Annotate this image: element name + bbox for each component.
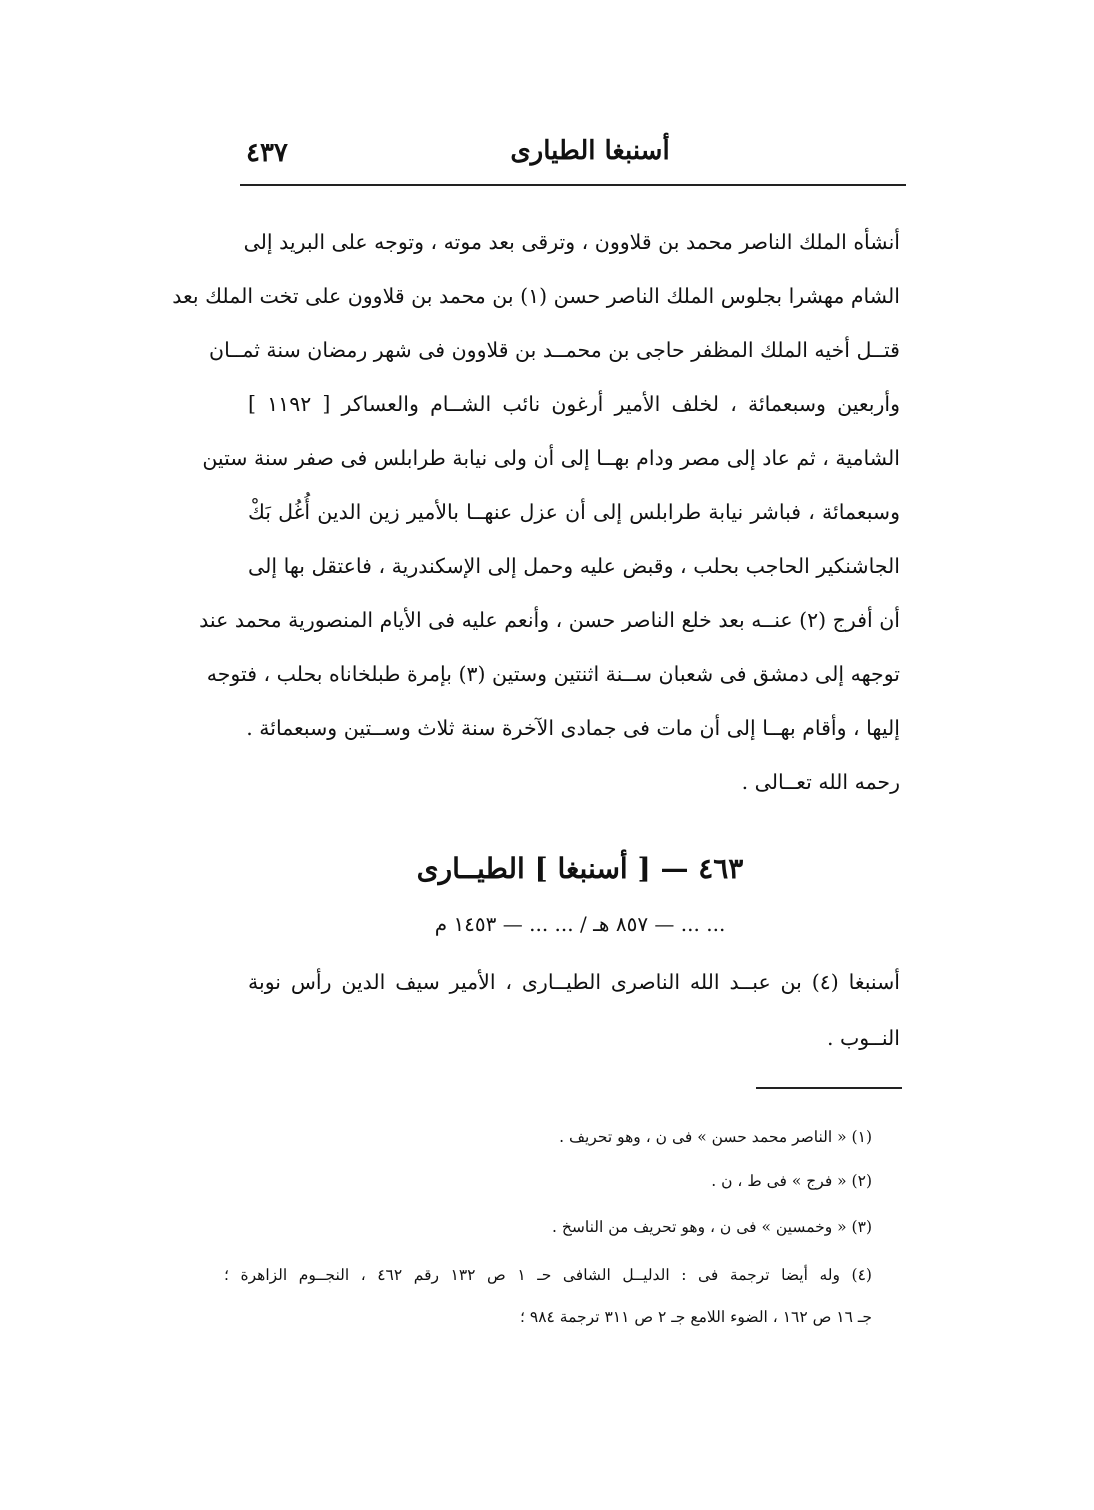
footnote-rule	[756, 1087, 902, 1089]
main-text-line: أنشأه الملك الناصر محمد بن قلاوون ، وترقى بعد موته ، وتوجه على البريد إلى	[243, 230, 900, 254]
page-number: ٤٣٧	[246, 138, 288, 168]
main-text-line: قتــل أخيه الملك المظفر حاجى بن محمــد بن قلاوون فى شهر رمضان سنة ثمــان	[209, 338, 900, 362]
entry-heading: ٤٦٣ — [ أسنبغا ] الطيــارى	[416, 852, 744, 885]
entry-dates: ... ... — ٨٥٧ هـ / ... ... — ١٤٥٣ م	[434, 912, 726, 936]
main-text-line: توجهه إلى دمشق فى شعبان ســنة اثنتين وستين (٣) بإمرة طبلخاناه بحلب ، فتوجه	[206, 662, 900, 686]
entry-text-line: النــوب .	[826, 1026, 900, 1050]
main-text-line: رحمه الله تعــالى .	[741, 770, 900, 794]
main-text-line: إليها ، وأقام بهــا إلى أن مات فى جمادى الآخرة سنة ثلاث وســتين وسبعمائة .	[246, 716, 900, 740]
entry-text-line: أسنبغا (٤) بن عبــد الله الناصرى الطيــارى ، الأمير سيف الدين رأس نوبة	[248, 970, 900, 994]
footnote: (٤) وله أيضا ترجمة فى : الدليــل الشافى حـ ١ ص ١٣٢ رقم ٤٦٢ ، النجــوم الزاهرة ؛	[224, 1266, 872, 1284]
main-text-line: وسبعمائة ، فباشر نيابة طرابلس إلى أن عزل عنهــا بالأمير زين الدين أُغُل بَكْ	[248, 500, 900, 524]
main-text-line: الجاشنكير الحاجب بحلب ، وقبض عليه وحمل إلى الإسكندرية ، فاعتقل بها إلى	[248, 554, 900, 578]
main-text-line: الشامية ، ثم عاد إلى مصر ودام بهــا إلى أن ولى نيابة طرابلس فى صفر سنة ستين	[202, 446, 900, 470]
footnote: (١) « الناصر محمد حسن » فى ن ، وهو تحريف .	[559, 1128, 872, 1146]
running-title: أسنبغا الطيارى	[510, 136, 670, 166]
main-text-line: أن أفرج (٢) عنــه بعد خلع الناصر حسن ، وأنعم عليه فى الأيام المنصورية محمد عند	[199, 608, 900, 632]
footnote-continuation: جـ ١٦ ص ١٦٢ ، الضوء اللامع جـ ٢ ص ٣١١ ترجمة ٩٨٤ ؛	[520, 1308, 872, 1326]
footnote: (٣) « وخمسين » فى ن ، وهو تحريف من الناسخ .	[552, 1218, 872, 1236]
main-text-line: وأربعين وسبعمائة ، لخلف الأمير أرغون نائب الشــام والعساكر [ ١١٩٢ ]	[248, 392, 900, 416]
main-text-line: الشام مهشرا بجلوس الملك الناصر حسن (١) بن محمد بن قلاوون على تخت الملك بعد	[172, 284, 900, 308]
footnote: (٢) « فرج » فى ط ، ن .	[711, 1172, 872, 1190]
header-rule	[240, 184, 906, 186]
